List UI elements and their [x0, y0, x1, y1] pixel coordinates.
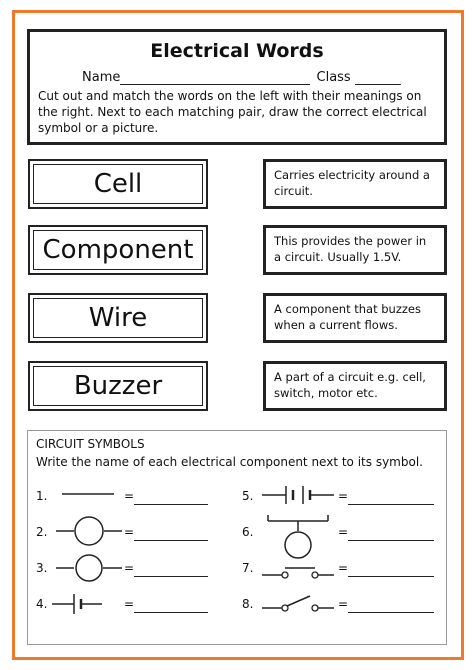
name-label: Name	[82, 70, 121, 85]
word-card-component[interactable]	[28, 225, 208, 275]
class-label: Class	[316, 70, 351, 85]
page-title: Electrical Words	[150, 40, 324, 62]
item-number: 3.	[36, 561, 48, 575]
item-number: 5.	[242, 489, 254, 503]
answer-blank-3[interactable]	[134, 575, 208, 577]
equals-sign: =	[124, 489, 135, 503]
item-number: 1.	[36, 489, 48, 503]
equals-sign: =	[338, 597, 349, 611]
equals-sign: =	[124, 597, 135, 611]
item-number: 8.	[242, 597, 254, 611]
circuit-symbols-box	[27, 430, 447, 645]
wire-symbol-icon	[58, 487, 118, 503]
item-number: 2.	[36, 525, 48, 539]
class-field[interactable]	[355, 72, 401, 85]
answer-blank-7[interactable]	[348, 575, 434, 577]
meaning-card-1[interactable]: Carries electricity around a circuit.	[263, 159, 447, 209]
word-text: Component	[42, 235, 194, 265]
word-card-wire[interactable]	[28, 293, 208, 343]
cell-symbol-icon	[50, 591, 106, 617]
symbols-subheading: Write the name of each electrical component next to its symbol.	[36, 455, 423, 469]
answer-blank-8[interactable]	[348, 611, 434, 613]
name-class-line	[82, 70, 401, 85]
equals-sign: =	[338, 489, 349, 503]
closed-switch-symbol-icon	[260, 559, 336, 583]
equals-sign: =	[124, 525, 135, 539]
buzzer-symbol-icon	[260, 513, 336, 559]
word-text: Cell	[93, 169, 143, 199]
item-number: 6.	[242, 525, 254, 539]
word-card-cell[interactable]	[28, 159, 208, 209]
word-text: Buzzer	[73, 371, 163, 401]
answer-blank-5[interactable]	[348, 503, 434, 505]
battery-symbol-icon	[260, 483, 336, 507]
meaning-card-4[interactable]: A part of a circuit e.g. cell, switch, motor etc.	[263, 361, 447, 411]
equals-sign: =	[338, 561, 349, 575]
equals-sign: =	[338, 525, 349, 539]
meaning-card-2[interactable]: This provides the power in a circuit. Usually 1.5V.	[263, 225, 447, 275]
lamp-symbol-icon	[54, 515, 124, 547]
answer-blank-4[interactable]	[134, 611, 208, 613]
word-text: Wire	[88, 303, 148, 333]
header-box	[27, 29, 447, 145]
name-field[interactable]	[120, 72, 310, 85]
equals-sign: =	[124, 561, 135, 575]
answer-blank-6[interactable]	[348, 539, 434, 541]
item-number: 4.	[36, 597, 48, 611]
answer-blank-1[interactable]	[134, 503, 208, 505]
item-number: 7.	[242, 561, 254, 575]
instructions: Cut out and match the words on the left with their meanings on the right. Next to each matching pair, draw the correct electrical symbol or a picture.	[38, 89, 427, 135]
meaning-card-3[interactable]: A component that buzzes when a current flows.	[263, 293, 447, 343]
lamp-symbol-icon	[54, 553, 124, 583]
answer-blank-2[interactable]	[134, 539, 208, 541]
symbols-heading: CIRCUIT SYMBOLS	[36, 437, 145, 451]
word-card-buzzer[interactable]	[28, 361, 208, 411]
open-switch-symbol-icon	[260, 591, 336, 617]
